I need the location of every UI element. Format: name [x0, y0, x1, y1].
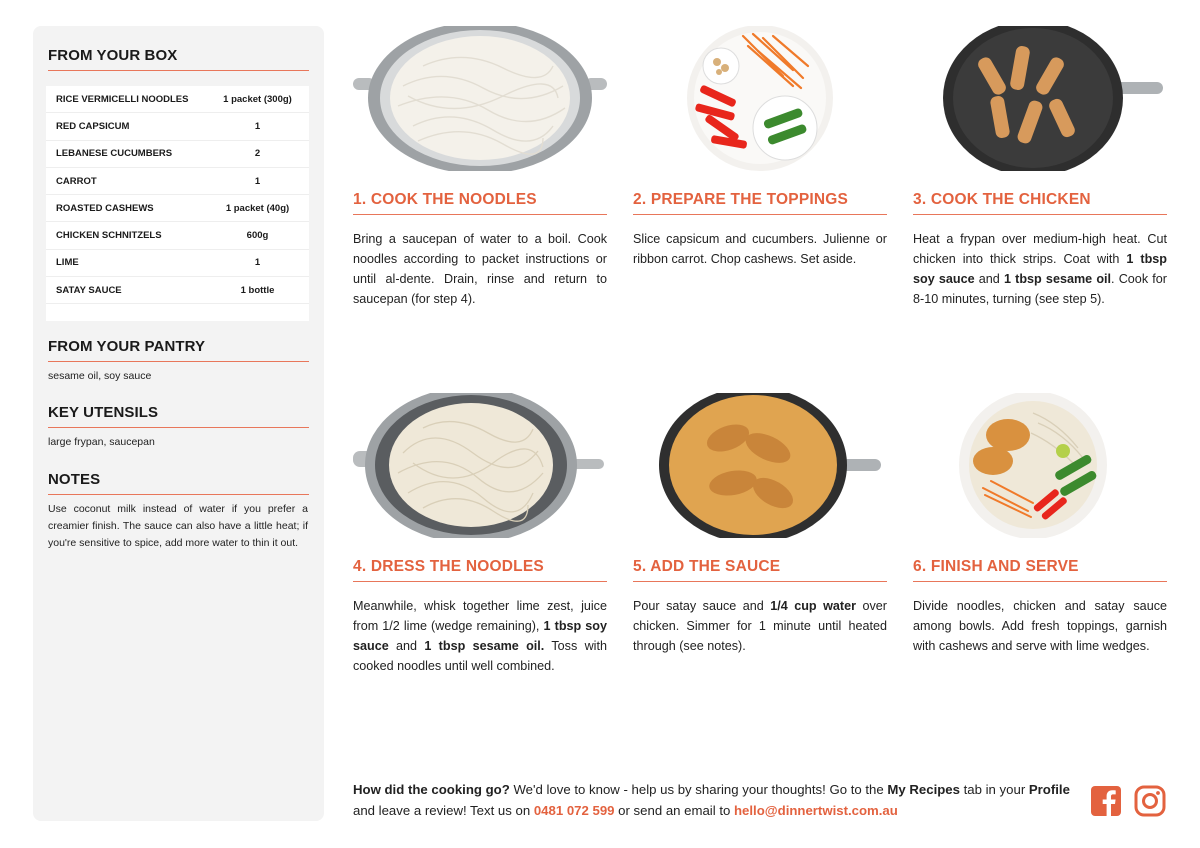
step-text-run: over chicken. Simmer for 1 minute until heated through (see notes). [633, 599, 887, 653]
phone-number[interactable]: 0481 072 599 [533, 803, 615, 818]
step-title: 5. ADD THE SAUCE [633, 558, 887, 582]
step-text-run: Heat a frypan over medium-high heat. Cut chicken into thick strips. Coat with [913, 232, 1167, 266]
instagram-icon[interactable] [1134, 785, 1166, 817]
ingredient-row [46, 113, 309, 140]
step-title: 6. FINISH AND SERVE [913, 558, 1167, 582]
step-text-bold: 1 tbsp soy sauce [913, 252, 1167, 286]
step-text-run: . Cook for 8-10 minutes, turning (see step 5). [913, 272, 1167, 306]
ingredients-table [46, 86, 309, 321]
footer-text-1: We'd love to know - help us by sharing your thoughts! Go to the [509, 782, 888, 797]
step-text-bold: 1 tbsp sesame oil. [424, 639, 545, 653]
pantry-text: sesame oil, soy sauce [48, 370, 152, 382]
ingredients-sidebar [33, 26, 324, 821]
ingredient-name: RICE VERMICELLI NOODLES [56, 93, 189, 105]
utensils-text: large frypan, saucepan [48, 436, 155, 448]
key-utensils-title: KEY UTENSILS [48, 404, 309, 428]
step-text-run: Toss with cooked noodles until well combined. [353, 639, 607, 673]
step-title: 2. PREPARE THE TOPPINGS [633, 191, 887, 215]
notes-title: NOTES [48, 471, 309, 495]
step-title: 4. DRESS THE NOODLES [353, 558, 607, 582]
my-recipes-link[interactable]: My Recipes [887, 782, 960, 797]
footer-text-2: tab in your [959, 782, 1029, 797]
noodles-saucepan-photo [353, 26, 607, 171]
ingredient-name: RED CAPSICUM [56, 120, 130, 132]
ingredient-qty: 1 [254, 257, 261, 269]
ingredient-name: CARROT [56, 175, 97, 187]
chicken-frypan-photo [913, 26, 1167, 171]
ingredient-qty: 600g [246, 230, 269, 242]
step-text-bold: 1/4 cup water [770, 599, 857, 613]
step-text-bold: 1 tbsp sesame oil [1003, 272, 1112, 286]
finished-bowl-photo [913, 393, 1167, 538]
step-text-run: Bring a saucepan of water to a boil. Cook noodles according to packet instructions or until al-dente. Drain, rinse and return to saucepan (for step 4). [353, 232, 607, 306]
profile-link[interactable]: Profile [1028, 782, 1070, 797]
step-text-run: Meanwhile, whisk together lime zest, juice from 1/2 lime (wedge remaining), [353, 599, 607, 633]
footer-text-3: and leave a review! Text us on [353, 803, 534, 818]
step-text [633, 229, 887, 269]
ingredient-name: ROASTED CASHEWS [56, 202, 154, 214]
step-text-run: Divide noodles, chicken and satay sauce among bowls. Add fresh toppings, garnish with cashews and serve with lime wedges. [913, 599, 1167, 653]
ingredient-name: LEBANESE CUCUMBERS [56, 148, 173, 160]
ingredient-name: LIME [56, 257, 79, 269]
notes-text: Use coconut milk instead of water if you prefer a creamier finish. The sauce can also have a little heat; if you're sensitive to spice, add more water to thin it out. [48, 503, 308, 549]
facebook-icon[interactable] [1090, 785, 1122, 817]
step-text [913, 596, 1167, 656]
from-your-box-title: FROM YOUR BOX [48, 47, 309, 71]
step-title: 1. COOK THE NOODLES [353, 191, 607, 215]
step-text [633, 596, 887, 656]
ingredient-row [46, 141, 309, 168]
step-text [913, 229, 1167, 309]
satay-sauce-pan-photo [633, 393, 887, 538]
ingredient-row [46, 168, 309, 195]
toppings-plate-photo [633, 26, 887, 171]
dressed-noodles-saucepan-photo [353, 393, 607, 538]
ingredient-qty: 1 [254, 120, 261, 132]
feedback-footer [353, 779, 1073, 821]
ingredient-qty: 1 [254, 175, 261, 187]
ingredient-row [46, 86, 309, 113]
ingredient-qty: 1 packet (300g) [223, 93, 292, 105]
step-text-run: Slice capsicum and cucumbers. Julienne or ribbon carrot. Chop cashews. Set aside. [633, 232, 887, 266]
step-text-run: and [388, 639, 425, 653]
step-text [353, 596, 607, 676]
step-text [353, 229, 607, 309]
ingredient-qty: 1 packet (40g) [225, 202, 290, 214]
ingredient-row [46, 195, 309, 222]
step-title: 3. COOK THE CHICKEN [913, 191, 1167, 215]
ingredient-row [46, 250, 309, 277]
ingredient-qty: 2 [254, 148, 261, 160]
ingredient-name: SATAY SAUCE [56, 284, 122, 296]
footer-text-4: or send an email to [614, 803, 734, 818]
from-your-pantry-title: FROM YOUR PANTRY [48, 338, 309, 362]
step-text-run: and [974, 272, 1004, 286]
step-text-bold: 1 tbsp soy sauce [353, 619, 607, 653]
ingredient-row [46, 222, 309, 249]
ingredient-name: CHICKEN SCHNITZELS [56, 230, 162, 242]
step-text-run: Pour satay sauce and [633, 599, 771, 613]
ingredient-qty: 1 bottle [240, 284, 275, 296]
email-link[interactable]: hello@dinnertwist.com.au [734, 803, 898, 818]
ingredient-row [46, 277, 309, 304]
footer-question: How did the cooking go? [353, 782, 510, 797]
